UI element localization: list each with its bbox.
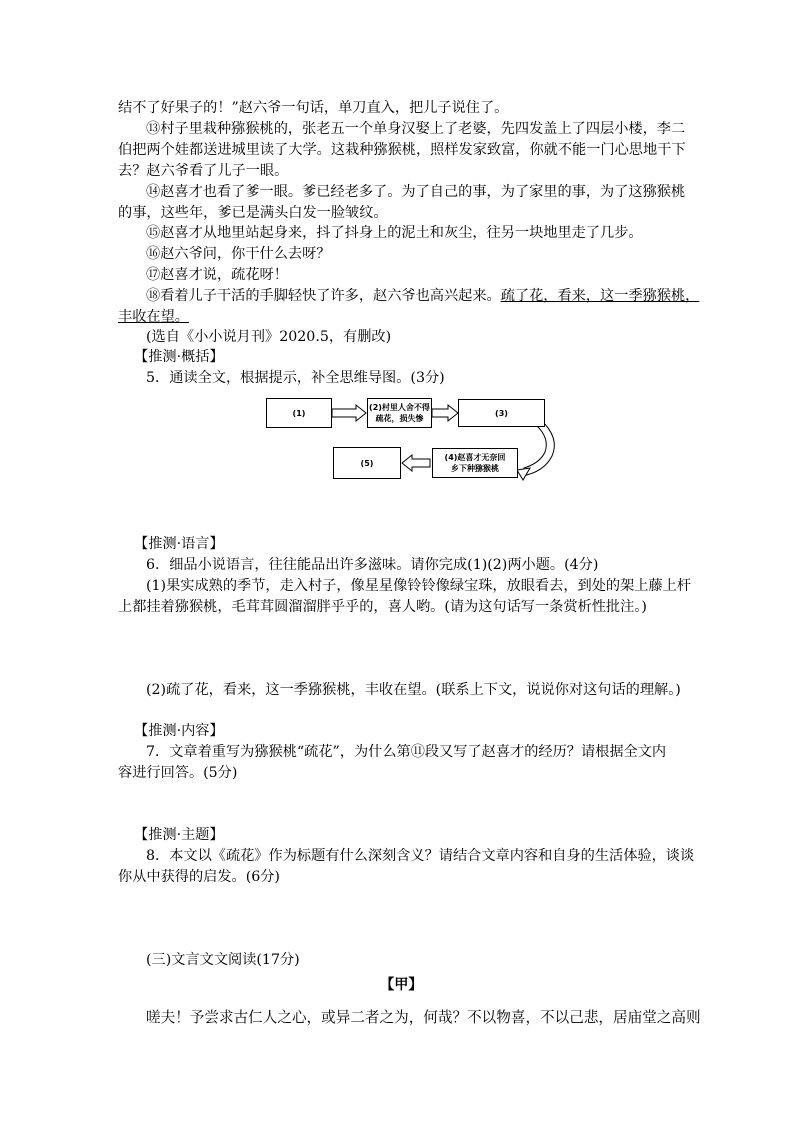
story-source: (选自《小小说月刊》2020.5，有删改) bbox=[146, 329, 392, 345]
map-box-2-line-2: 疏花，损失惨 bbox=[375, 414, 424, 423]
q6-question: 6．细品小说语言，往往能品出许多滋味。请你完成(1)(2)两小题。(4分) bbox=[146, 557, 599, 573]
paragraph-18-text: ⑱看着儿子干活的手脚轻快了许多，赵六爷也高兴起来。 bbox=[146, 288, 501, 304]
q7-question-line-1: 7．文章着重写为猕猴桃“疏花”，为什么第⑪段又写了赵喜才的经历？请根据全文内 bbox=[146, 744, 667, 760]
map-box-2-line-1: (2)村里人舍不得 bbox=[369, 403, 430, 412]
q7-question-line-2: 容进行回答。(5分) bbox=[118, 765, 238, 781]
q7-header: 【推测·内容】 bbox=[134, 723, 224, 739]
q8-header: 【推测·主题】 bbox=[134, 827, 224, 843]
q5-question: 5．通读全文，根据提示，补全思维导图。(3分) bbox=[146, 370, 445, 386]
map-box-2 bbox=[367, 398, 432, 428]
paragraph-18-line-2: 丰收在望。 bbox=[118, 309, 189, 325]
paragraph-13-line-2: 伯把两个娃都送进城里读了大学。这栽种猕猴桃，照样发家致富，你就不能一门心思地干下 bbox=[118, 142, 686, 158]
section-3-title: (三)文言文文阅读(17分) bbox=[146, 952, 300, 968]
paragraph-13-line-3: 去？赵六爷看了儿子一眼。 bbox=[118, 163, 289, 179]
q6-sub1-line-1: (1)果实成熟的季节，走入村子，像星星像铃铃像绿宝珠，放眼看去，到处的架上藤上杆 bbox=[146, 578, 692, 594]
section-3-subtitle: 【甲】 bbox=[380, 977, 423, 993]
q6-header: 【推测·语言】 bbox=[134, 536, 224, 552]
paragraph-13-line-1: ⑬村子里栽种猕猴桃的，张老五一个单身汉娶上了老婆，先四发盖上了四层小楼，李二 bbox=[146, 121, 686, 137]
underlined-sentence: 疏了花，看来，这一季猕猴桃， bbox=[500, 288, 700, 304]
q5-header: 【推测·概括】 bbox=[134, 349, 224, 365]
q6-sub1-line-2: 上都挂着猕猴桃，毛茸茸圆溜溜胖乎乎的，喜人哟。(请为这句话写一条赏析性批注。) bbox=[118, 599, 647, 615]
paragraph-17: ⑰赵喜才说，疏花呀！ bbox=[146, 267, 288, 283]
map-box-3: (3) bbox=[458, 399, 545, 427]
paragraph-16: ⑯赵六爷问，你干什么去呀？ bbox=[146, 246, 331, 262]
q8-question-line-1: 8．本文以《疏花》作为标题有什么深刻含义？请结合文章内容和自身的生活体验，谈谈 bbox=[146, 848, 695, 864]
map-box-4 bbox=[432, 448, 518, 478]
section-3-text: 嗟夫！予尝求古仁人之心，或异二者之为，何哉？不以物喜，不以己悲，居庙堂之高则 bbox=[146, 1009, 701, 1026]
map-box-5: (5) bbox=[333, 447, 401, 479]
q8-question-line-2: 你从中获得的启发。(6分) bbox=[118, 869, 280, 885]
map-box-1: (1) bbox=[266, 398, 332, 428]
paragraph-15: ⑮赵喜才从地里站起身来，抖了抖身上的泥土和灰尘，往另一块地里走了几步。 bbox=[146, 225, 643, 241]
q6-sub2: (2)疏了花，看来，这一季猕猴桃，丰收在望。(联系上下文，说说你对这句话的理解。) bbox=[146, 682, 681, 698]
map-box-4-line-1: (4)赵喜才无奈回 bbox=[444, 453, 506, 462]
map-box-4-line-2: 乡下种猕猴桃 bbox=[451, 464, 499, 473]
story-line: 结不了好果子的！”赵六爷一句话，单刀直入，把儿子说住了。 bbox=[118, 100, 509, 116]
paragraph-14-line-2: 的事，这些年，爹已是满头白发一脸皱纹。 bbox=[118, 205, 388, 221]
paragraph-14-line-1: ⑭赵喜才也看了爹一眼。爹已经老多了。为了自己的事，为了家里的事，为了这猕猴桃 bbox=[146, 184, 686, 200]
